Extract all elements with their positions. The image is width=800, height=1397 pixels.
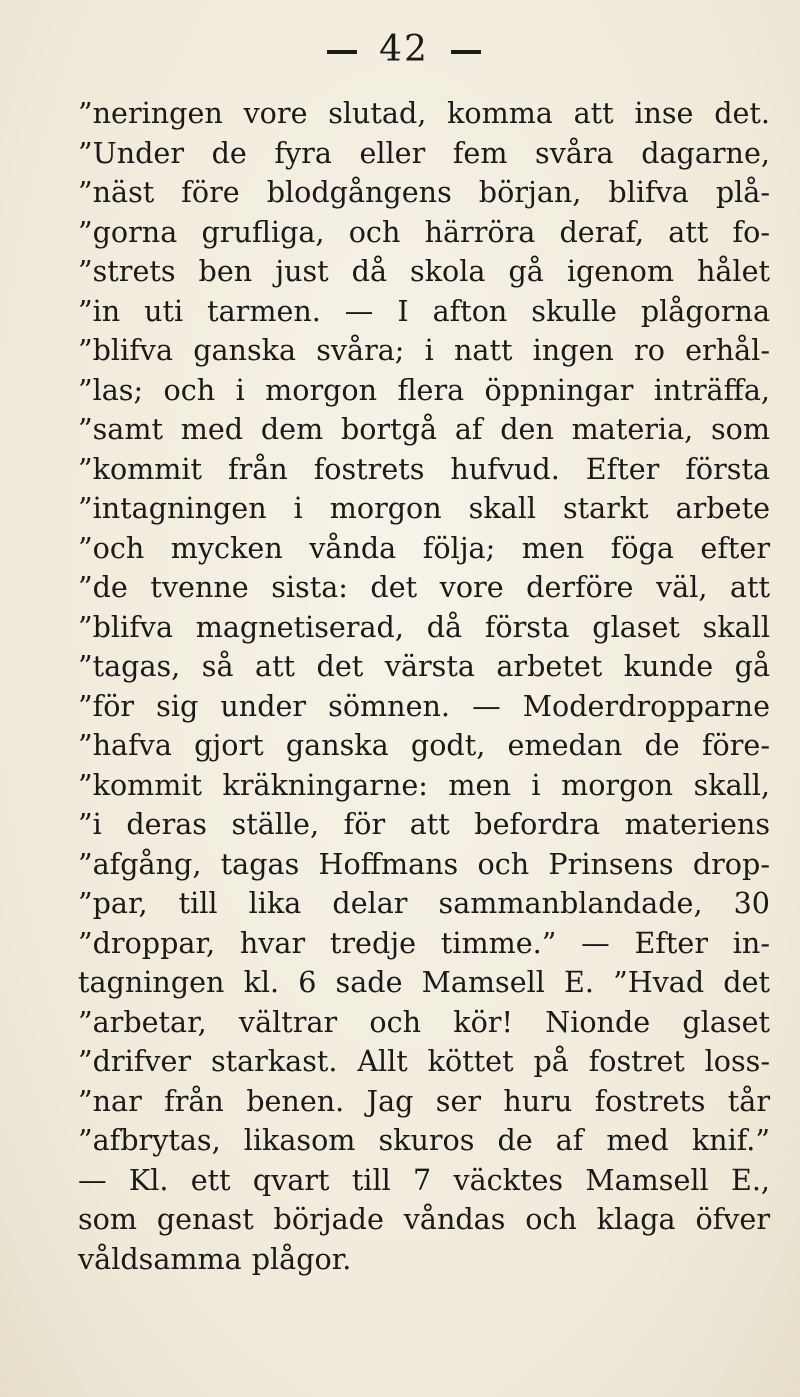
text-line: ”i deras ställe, för att befordra materiens [78, 807, 770, 841]
text-line: ”de tvenne sista: det vore derföre väl, att [78, 570, 770, 604]
text-line: ”hafva gjort ganska godt, emedan de före- [78, 728, 770, 762]
text-line: ”tagas, så att det värsta arbetet kunde gå [78, 649, 770, 683]
text-line: ”samt med dem bortgå af den materia, som [78, 412, 770, 446]
text-line: ”in uti tarmen. — I afton skulle plågorna [78, 293, 770, 328]
text-line: våldsamma plågor. [78, 1241, 352, 1276]
text-line: ”droppar, hvar tredje timme.” — Efter in- [78, 925, 770, 960]
text-line: ”intagningen i morgon skall starkt arbete [78, 491, 770, 525]
text-line: ”afbrytas, likasom skuros de af med knif.” [78, 1123, 770, 1157]
header-dash-right [451, 50, 481, 54]
text-line: ”strets ben just då skola gå igenom hålet [78, 254, 770, 288]
text-line: ”gorna grufliga, och härröra deraf, att fo- [78, 214, 770, 249]
text-line: ”drifver starkast. Allt köttet på fostret loss- [78, 1044, 770, 1078]
text-line: ”för sig under sömnen. — Moderdropparne [78, 688, 770, 723]
text-line: ”nar från benen. Jag ser huru fostrets tår [78, 1083, 770, 1118]
text-line: ”och mycken vånda följa; men föga efter [78, 530, 770, 565]
text-line: ”par, till lika delar sammanblandade, 30 [78, 886, 770, 920]
text-line: ”kommit kräkningarne: men i morgon skall, [78, 767, 770, 802]
text-line: ”blifva ganska svåra; i natt ingen ro erhål- [78, 333, 770, 367]
text-line: ”kommit från fostrets hufvud. Efter första [78, 451, 770, 486]
text-line: ”arbetar, vältrar och kör! Nionde glaset [78, 1004, 770, 1039]
page-number: 42 [379, 29, 429, 70]
body-text [78, 94, 770, 1279]
text-line: — Kl. ett qvart till 7 väcktes Mamsell E., [78, 1162, 770, 1197]
text-line: ”blifva magnetiserad, då första glaset skall [78, 609, 770, 644]
text-line: ”neringen vore slutad, komma att inse det. [78, 96, 770, 130]
text-line: ”afgång, tagas Hoffmans och Prinsens drop- [78, 846, 770, 881]
text-line: som genast började våndas och klaga öfver [78, 1202, 770, 1236]
text-line: ”Under de fyra eller fem svåra dagarne, [78, 135, 770, 170]
text-line: ”las; och i morgon flera öppningar inträffa, [78, 372, 770, 407]
text-line: tagningen kl. 6 sade Mamsell E. ”Hvad det [78, 965, 770, 999]
text-line: ”näst före blodgångens början, blifva plå- [78, 175, 770, 209]
header-dash-left [327, 50, 357, 54]
page-header [38, 26, 770, 82]
